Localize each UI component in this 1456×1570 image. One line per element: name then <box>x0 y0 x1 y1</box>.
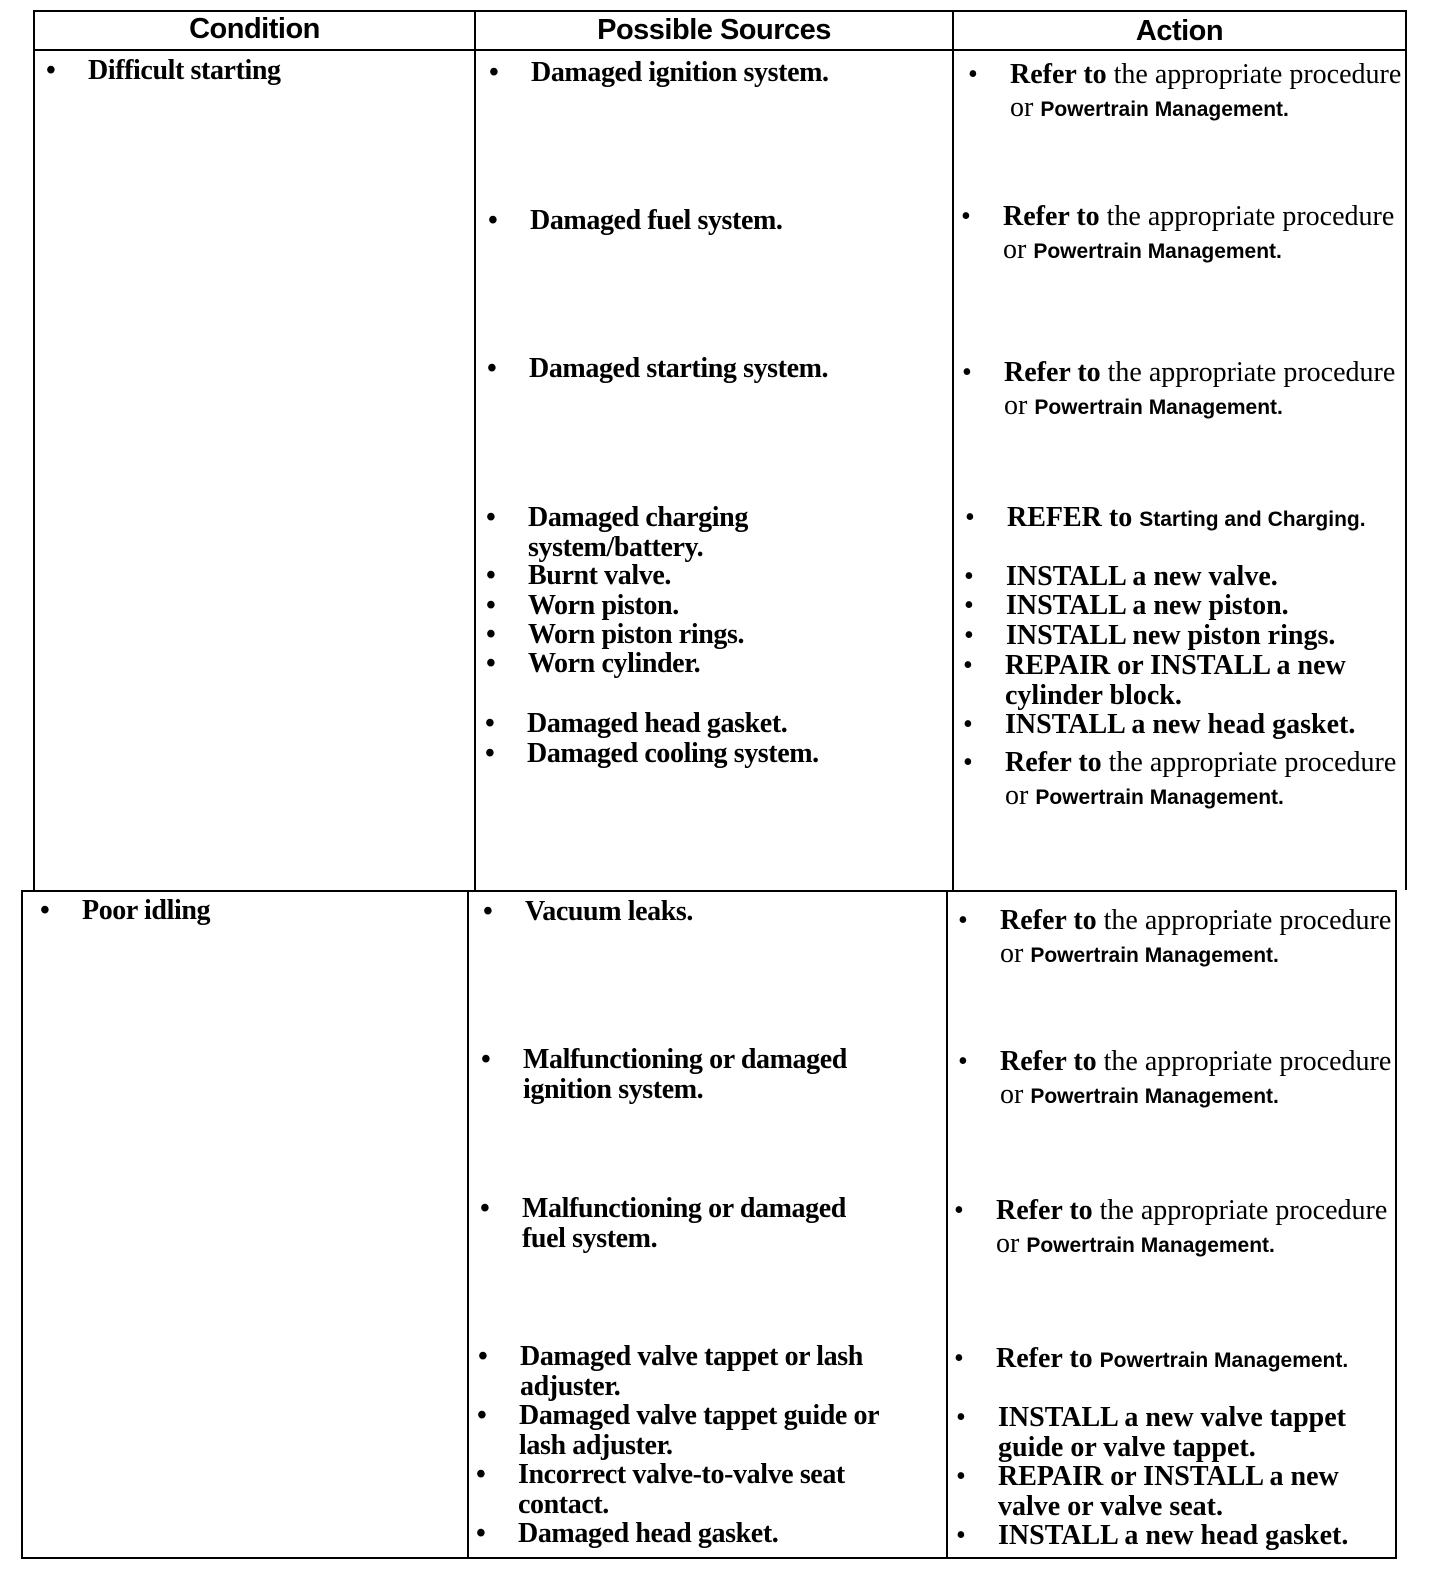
header-condition: Condition <box>189 13 320 45</box>
source-item: • Damaged valve tappet guide or lash adjuster. <box>477 1400 879 1461</box>
source-item: • Damaged charging system/battery. <box>486 502 748 563</box>
source-item: • Damaged head gasket. <box>476 1518 779 1549</box>
source-item: • Worn cylinder. <box>486 648 701 679</box>
action-item: • Refer to the appropriate procedure or Powertrain Management. <box>961 201 1395 265</box>
action-item: • REPAIR or INSTALL a new cylinder block. <box>963 650 1346 711</box>
source-item: • Damaged cooling system. <box>485 738 819 769</box>
source-item: • Incorrect valve-to-valve seat contact. <box>476 1459 845 1520</box>
source-item: • Malfunctioning or damaged fuel system. <box>480 1193 846 1254</box>
source-item: • Worn piston rings. <box>486 619 745 650</box>
condition-difficult-starting: • Difficult starting <box>46 55 281 86</box>
source-item: • Damaged valve tappet or lash adjuster. <box>478 1341 863 1402</box>
source-item: • Vacuum leaks. <box>483 896 694 927</box>
source-item: • Worn piston. <box>486 590 679 621</box>
action-item: • Refer to the appropriate procedure or Powertrain Management. <box>968 59 1402 123</box>
source-item: • Damaged ignition system. <box>489 57 829 88</box>
source-item: • Damaged starting system. <box>487 353 829 384</box>
action-item: • REPAIR or INSTALL a new valve or valve seat. <box>956 1461 1339 1522</box>
action-item: • INSTALL new piston rings. <box>964 620 1336 651</box>
action-item: • INSTALL a new valve. <box>964 561 1278 592</box>
source-item: • Damaged fuel system. <box>488 205 783 236</box>
action-item: • Refer to the appropriate procedure or Powertrain Management. <box>958 905 1392 969</box>
action-item: • REFER to Starting and Charging. <box>965 502 1366 533</box>
table-left-border-lower <box>21 890 23 1559</box>
condition-poor-idling: • Poor idling <box>40 895 211 926</box>
table-top-border <box>35 10 1407 12</box>
header-possible-sources: Possible Sources <box>597 14 831 46</box>
table-right-border <box>1405 10 1407 890</box>
action-item: • INSTALL a new valve tappet guide or valve tappet. <box>956 1402 1346 1463</box>
action-item: • INSTALL a new piston. <box>964 590 1289 621</box>
source-item: • Burnt valve. <box>486 560 671 591</box>
column-divider-2 <box>952 10 954 890</box>
action-item: • Refer to the appropriate procedure or Powertrain Management. <box>954 1195 1388 1259</box>
row-divider <box>23 890 1397 892</box>
source-item: • Malfunctioning or damaged ignition system. <box>481 1044 847 1105</box>
header-bottom-border <box>35 49 1407 51</box>
column-divider-1 <box>474 10 476 890</box>
column-divider-1-lower <box>467 890 469 1559</box>
action-item: • INSTALL a new head gasket. <box>956 1520 1349 1551</box>
action-item: • INSTALL a new head gasket. <box>963 709 1356 740</box>
column-divider-2-lower <box>946 890 948 1559</box>
source-item: • Damaged head gasket. <box>485 708 788 739</box>
header-action: Action <box>1135 15 1224 47</box>
action-item: • Refer to Powertrain Management. <box>954 1343 1349 1374</box>
table-bottom-border <box>21 1557 1397 1559</box>
action-item: • Refer to the appropriate procedure or Powertrain Management. <box>958 1046 1392 1110</box>
action-item: • Refer to the appropriate procedure or Powertrain Management. <box>963 747 1397 811</box>
table-left-border <box>33 10 35 890</box>
action-item: • Refer to the appropriate procedure or Powertrain Management. <box>962 357 1396 421</box>
